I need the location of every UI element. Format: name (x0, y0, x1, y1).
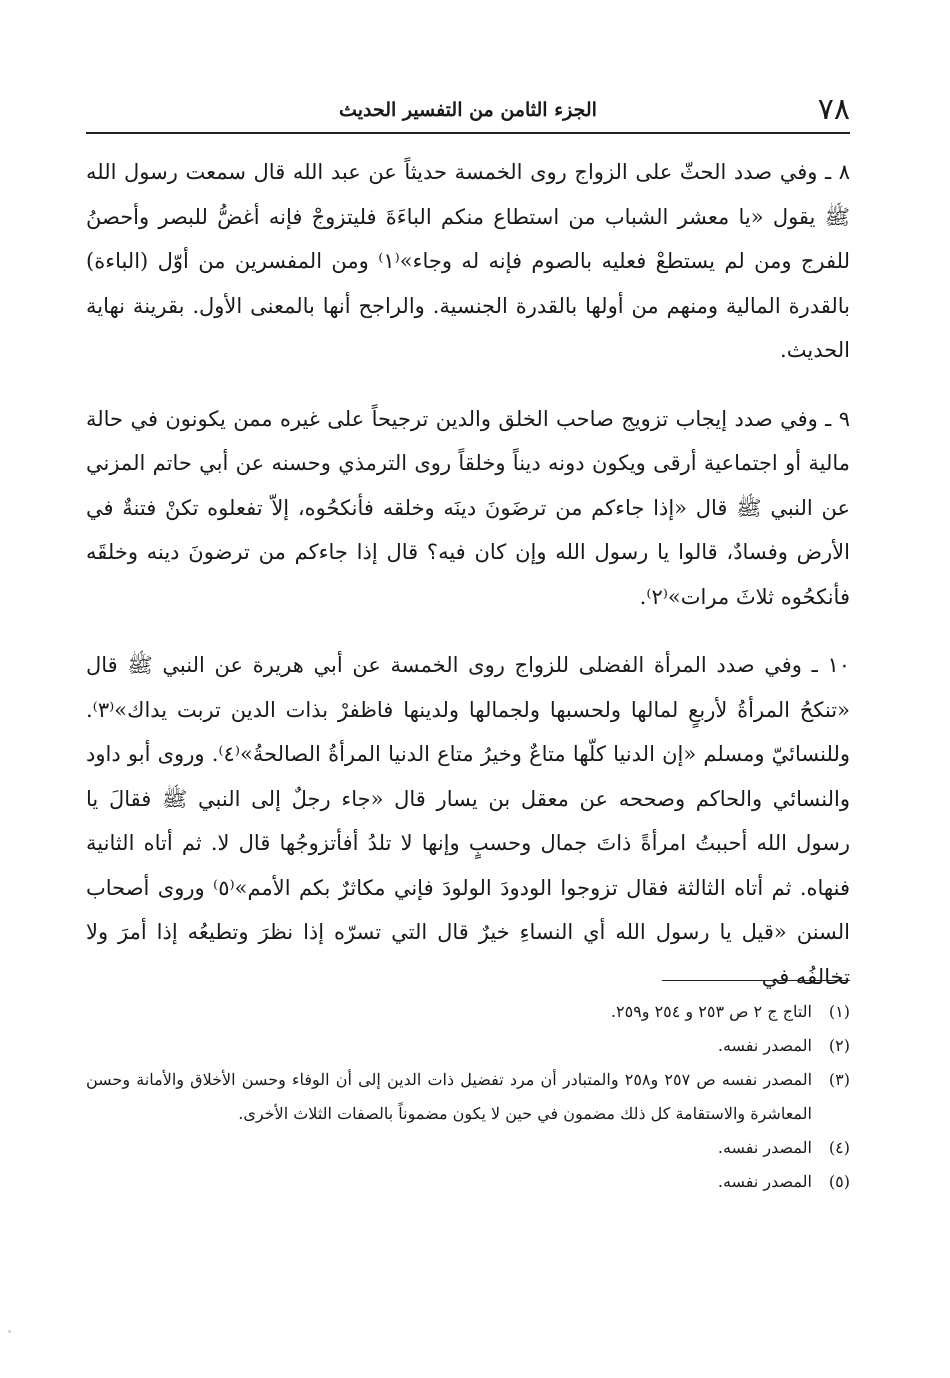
paragraph-10: ١٠ ـ وفي صدد المرأة الفضلى للزواج روى الخمسة عن أبي هريرة عن النبي ﷺ قال «تنكحُ المرأةُ لأربعٍ لمالها ولحسبها ولجمالها ولدينها فاظفرْ بذات الدين تربت يداك»⁽٣⁾. وللنسائيّ ومسلم «إن الدنيا كلّها متاعٌ وخيرُ متاع الدنيا المرأةُ الصالحةُ»⁽٤⁾. وروى أبو داود والنسائي والحاكم وصححه عن معقل بن يسار قال «جاء رجلٌ إلى النبي ﷺ فقالَ يا رسول الله أحببتُ امرأةً ذاتَ جمال وحسبٍ وإنها لا تلدُ أفأتزوجُها قال لا. ثم أتاه الثانية فنهاه. ثم أتاه الثالثة فقال تزوجوا الودودَ الولودَ فإني مكاثرٌ بكم الأمم»⁽٥⁾ وروى أصحاب السنن «قيل يا رسول الله أي النساءِ خيرٌ قال التي تسرّه إذا نظرَ وتطيعُه إذا أمرَ ولا تخالفُه في (86, 653, 850, 989)
footnote-mark: (٤) (828, 1138, 850, 1157)
footnotes (86, 995, 850, 1199)
footnote-1 (86, 995, 850, 1029)
page-number: ٧٨ (817, 92, 850, 127)
footnote-mark: (٥) (828, 1172, 850, 1191)
footnote-5 (86, 1165, 850, 1199)
running-title: الجزء الثامن من التفسير الحديث (339, 99, 597, 121)
footnote-rule (662, 980, 850, 981)
footnote-text: المصدر نفسه. (717, 1138, 812, 1157)
header-rule (86, 132, 850, 134)
scan-speck (8, 1330, 11, 1333)
footnote-mark: (٢) (828, 1036, 850, 1055)
footnote-2 (86, 1029, 850, 1063)
footnote-mark: (٣) (828, 1070, 850, 1089)
footnote-text: التاج ج ٢ ص ٢٥٣ و ٢٥٤ و٢٥٩. (610, 1002, 812, 1021)
footnote-text: المصدر نفسه. (717, 1172, 812, 1191)
paragraph-9: ٩ ـ وفي صدد إيجاب تزويج صاحب الخلق والدين ترجيحاً على غيره ممن يكونون في حالة مالية أو اجتماعية أرقى ويكون دونه ديناً وخلقاً روى الترمذي وحسنه عن أبي حاتم المزني عن النبي ﷺ قال «إذا جاءكم من ترضَونَ دينَه وخلقه فأنكحُوه، إلاّ تفعلوه تكنْ فتنةٌ في الأرض وفسادٌ، قالوا يا رسول الله وإن كان فيه؟ قال إذا جاءكم من ترضونَ دينه وخلقَه فأنكحُوه ثلاثَ مرات»⁽٢⁾. (86, 406, 850, 609)
footnote-text: المصدر نفسه. (717, 1036, 812, 1055)
main-text (86, 150, 850, 999)
footnote-3 (86, 1063, 850, 1131)
footnote-text: المصدر نفسه ص ٢٥٧ و٢٥٨ والمتبادر أن مرد تفضيل ذات الدين إلى أن الوفاء وحسن الأخلاق والأمانة وحسن المعاشرة والاستقامة كل ذلك مضمون في حين لا يكون مضموناً بالصفات الثلاث الأخرى. (86, 1070, 813, 1123)
page-header (86, 92, 850, 130)
footnote-4 (86, 1131, 850, 1165)
paragraph-8: ٨ ـ وفي صدد الحثّ على الزواج روى الخمسة حديثاً عن عبد الله قال سمعت رسول الله ﷺ يقول «يا معشر الشباب من استطاع منكم الباءَةَ فليتزوجْ فإنه أغضُّ للبصر وأحصنُ للفرج ومن لم يستطعْ فعليه بالصوم فإنه له وجاء»⁽١⁾ ومن المفسرين من أوّل (الباءة) بالقدرة المالية ومنهم من أولها بالقدرة الجنسية. والراجح أنها بالمعنى الأول. بقرينة نهاية الحديث. (86, 160, 850, 362)
footnote-mark: (١) (828, 1002, 850, 1021)
